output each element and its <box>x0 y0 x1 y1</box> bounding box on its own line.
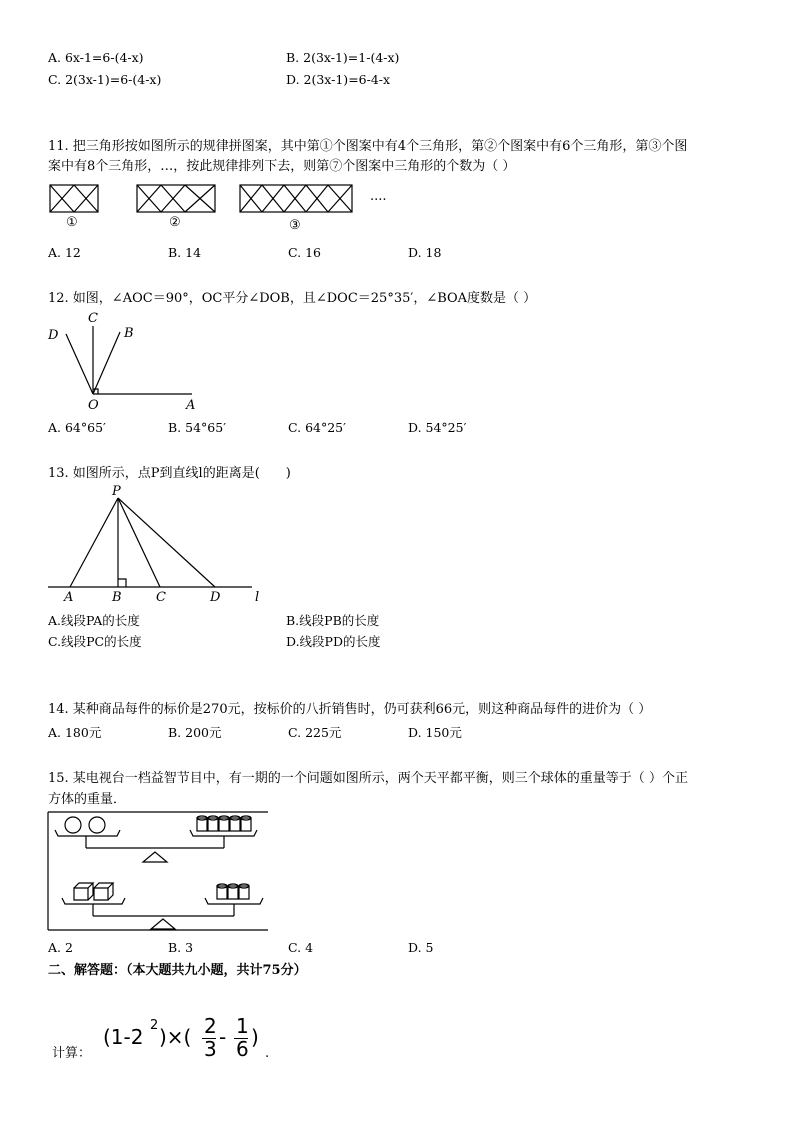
q14-option-c: C. 225元 <box>288 725 342 740</box>
q12-point-o: O <box>88 398 99 413</box>
q13-point-b: B <box>112 590 122 605</box>
q15-option-a: A. 2 <box>48 940 73 955</box>
q11-figure-label-2: ② <box>169 215 181 230</box>
q13-point-p: P <box>112 484 121 499</box>
q12-text: 12. 如图，∠AOC＝90°，OC平分∠DOB，且∠DOC＝25°35′，∠BOA度数是（ ） <box>48 291 537 306</box>
q14-option-a: A. 180元 <box>48 725 102 740</box>
frac1-numerator: 2 <box>204 1014 217 1038</box>
q11-option-b: B. 14 <box>168 245 202 260</box>
frac2-numerator: 1 <box>236 1014 249 1038</box>
q11-option-d: D. 18 <box>408 245 442 260</box>
q14-option-d: D. 150元 <box>408 725 462 740</box>
expr-exponent: 2 <box>150 1018 159 1033</box>
q13-option-a: A.线段PA的长度 <box>48 613 140 628</box>
q11-figure-label-1: ① <box>66 215 78 230</box>
expr-left: (1-2 <box>103 1025 144 1049</box>
q13-option-d: D.线段PD的长度 <box>286 634 381 649</box>
q12-option-c: C. 64°25′ <box>288 420 346 435</box>
frac1-denominator: 3 <box>204 1037 217 1061</box>
q11-figure-label-3: ③ <box>289 218 301 233</box>
q10-option-c: C. 2(3x-1)=6-(4-x) <box>48 72 162 87</box>
q12-option-b: B. 54°65′ <box>168 420 227 435</box>
calc-label: 计算： <box>52 1046 92 1061</box>
q15-option-b: B. 3 <box>168 940 194 955</box>
q15-text-line1: 15. 某电视台一档益智节目中，有一期的一个问题如图所示，两个天平都平衡，则三个球体的重量等于（ ）个正 <box>48 771 688 786</box>
q15-text-line2: 方体的重量． <box>48 792 127 807</box>
q10-option-d: D. 2(3x-1)=6-4-x <box>286 72 391 87</box>
q13-point-c: C <box>156 590 166 605</box>
q12-point-b: B <box>124 326 134 341</box>
expr-close: ) <box>251 1025 259 1049</box>
q15-option-c: C. 4 <box>288 940 314 955</box>
q11-option-a: A. 12 <box>48 245 81 260</box>
q14-option-b: B. 200元 <box>168 725 222 740</box>
frac2-denominator: 6 <box>236 1037 249 1061</box>
section2-heading: 二、解答题：（本大题共九小题，共计75分） <box>48 963 307 978</box>
calc-period: . <box>265 1046 270 1061</box>
q12-option-d: D. 54°25′ <box>408 420 467 435</box>
q10-option-a: A. 6x-1=6-(4-x) <box>48 50 144 65</box>
q11-text-line2: 案中有8个三角形，…，按此规律排列下去，则第⑦个图案中三角形的个数为（ ） <box>48 159 516 174</box>
q13-option-c: C.线段PC的长度 <box>48 634 142 649</box>
q12-point-a: A <box>186 398 196 413</box>
q11-ellipsis: .... <box>370 189 387 204</box>
q10-option-b: B. 2(3x-1)=1-(4-x) <box>286 50 400 65</box>
q12-point-c: C <box>88 311 98 326</box>
q13-option-b: B.线段PB的长度 <box>286 613 380 628</box>
q14-text: 14. 某种商品每件的标价是270元，按标价的八折销售时，仍可获利66元，则这种商品每件的进价为（ ） <box>48 702 652 717</box>
q13-text: 13. 如图所示，点P到直线l的距离是( ) <box>48 466 291 481</box>
expr-times: )×( <box>159 1025 192 1049</box>
q13-line-l: l <box>255 590 260 605</box>
q13-point-d: D <box>210 590 221 605</box>
q12-option-a: A. 64°65′ <box>48 420 106 435</box>
q15-option-d: D. 5 <box>408 940 434 955</box>
q11-option-c: C. 16 <box>288 245 321 260</box>
q12-point-d: D <box>48 328 59 343</box>
q11-text-line1: 11. 把三角形按如图所示的规律拼图案，其中第①个图案中有4个三角形，第②个图案中有6个三角形，第③个图 <box>48 139 688 154</box>
q13-point-a: A <box>64 590 74 605</box>
expr-minus: - <box>219 1025 227 1049</box>
